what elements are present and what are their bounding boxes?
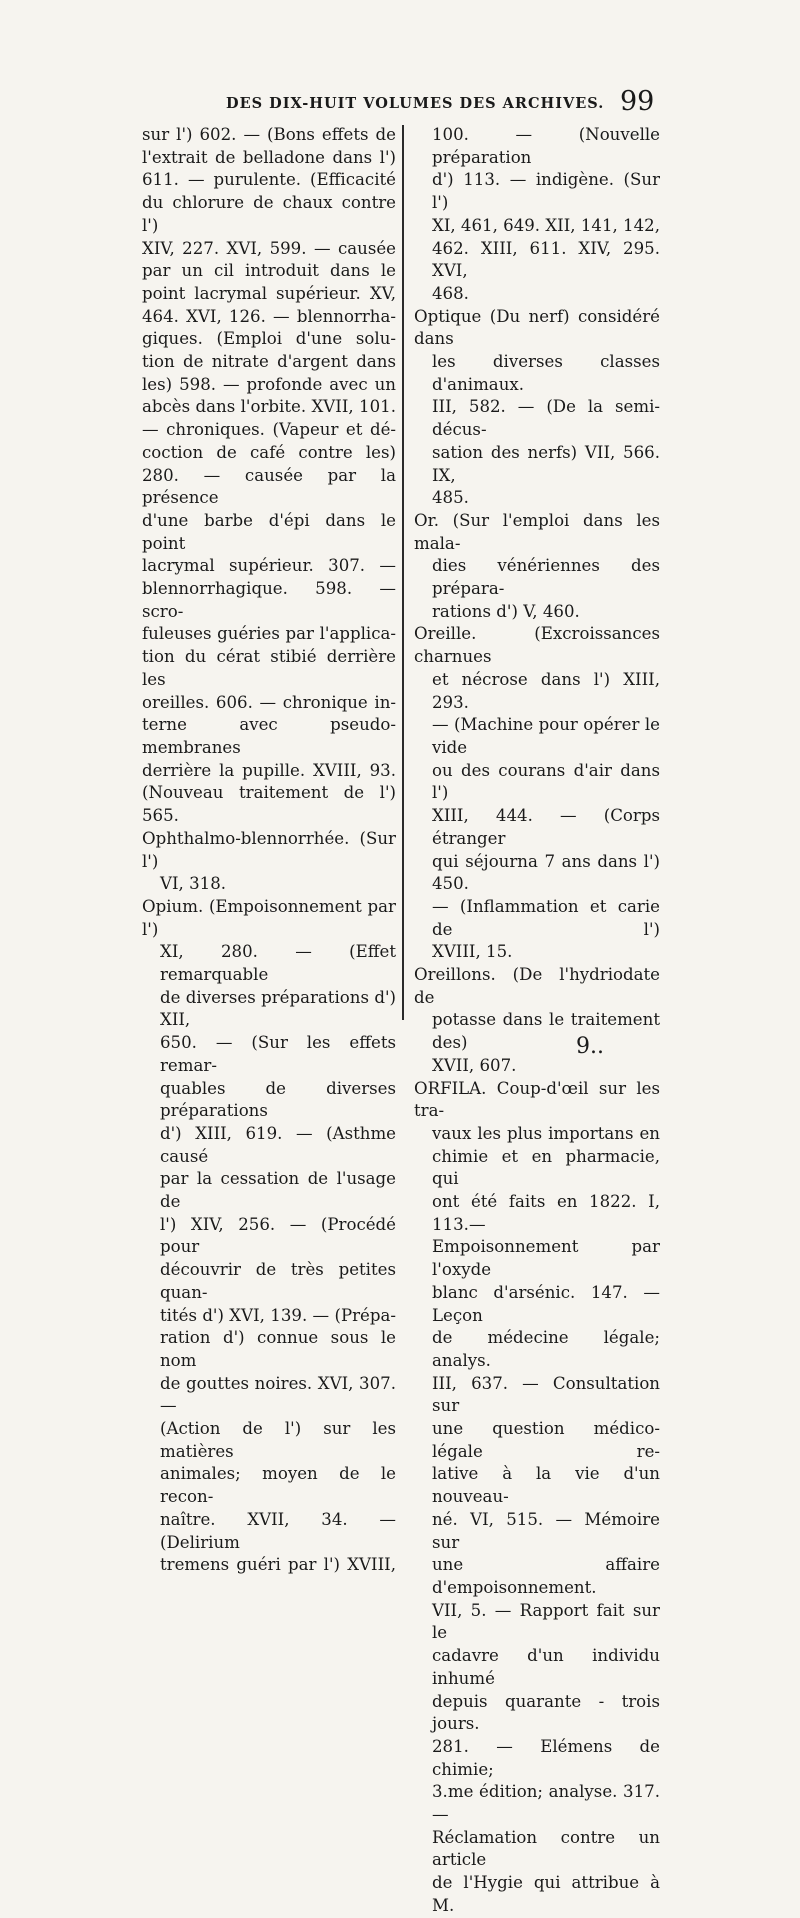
index-line: III, 637. — Consultation sur <box>432 1373 660 1416</box>
index-line: et nécrose dans l') XIII, 293. <box>432 669 660 712</box>
index-line: Optique (Du nerf) considéré dans <box>414 306 660 349</box>
index-line: ont été faits en 1822. I, 113.— <box>432 1192 660 1234</box>
index-line: — (Machine pour opérer le vide <box>432 715 660 757</box>
index-line: ORFILA. Coup-d'œil sur les tra- <box>414 1078 660 1121</box>
index-line: une question médico-légale re- <box>432 1419 660 1461</box>
index-line: Réclamation contre un article <box>432 1827 660 1870</box>
index-line: rations d') V, 460. <box>432 601 580 621</box>
index-line: depuis quarante - trois jours. <box>432 1691 660 1734</box>
index-line: XVII, 607. <box>432 1055 517 1075</box>
index-line: ou des courans d'air dans l') <box>432 760 660 803</box>
index-line: qui séjourna 7 ans dans l') 450. <box>432 851 660 894</box>
index-line: l') XIV, 256. — (Procédé pour <box>160 1214 396 1257</box>
index-line: XI, 280. — (Effet remarquable <box>160 942 396 985</box>
index-line: 485. <box>432 488 469 508</box>
index-line: Empoisonnement par l'oxyde <box>432 1237 660 1280</box>
index-line: 565. <box>142 806 179 826</box>
index-line: tion du cérat stibié derrière les <box>142 647 396 689</box>
index-line: lacrymal supérieur. 307. — <box>142 556 396 576</box>
index-line: dies vénériennes des prépara- <box>432 556 660 599</box>
index-line: 3.me édition; analyse. 317. — <box>432 1782 660 1825</box>
index-line: par un cil introduit dans le <box>142 261 396 281</box>
index-line: XIII, 444. — (Corps étranger <box>432 806 660 848</box>
index-line: blennorrhagique. 598. — scro- <box>142 579 396 621</box>
index-line: cadavre d'un individu inhumé <box>432 1646 660 1688</box>
index-column-right <box>414 124 660 1918</box>
signature-mark: 9.. <box>576 1034 604 1059</box>
index-line: XVIII, 15. <box>432 942 513 962</box>
index-line: terne avec pseudo-membranes <box>142 715 396 757</box>
index-line: de médecine légale; analys. <box>432 1328 660 1370</box>
index-line: XIV, 227. XVI, 599. — causée <box>142 238 396 258</box>
index-line: point lacrymal supérieur. XV, <box>142 283 396 303</box>
index-line: 100. — (Nouvelle préparation <box>432 125 660 167</box>
index-line: blanc d'arsénic. 147. — Leçon <box>432 1282 660 1325</box>
index-line: l'extrait de belladone dans l') <box>142 147 396 167</box>
index-line: 281. — Elémens de chimie; <box>432 1736 660 1779</box>
index-line: oreilles. 606. — chronique in- <box>142 692 396 712</box>
index-line: d'une barbe d'épi dans le point <box>142 510 396 553</box>
index-line: du chlorure de chaux contre l') <box>142 193 396 235</box>
index-line: tités d') XVI, 139. — (Prépa- <box>160 1305 396 1325</box>
index-line: VI, 318. <box>160 874 227 894</box>
index-line: de gouttes noires. XVI, 307. — <box>160 1373 396 1416</box>
index-line: potasse dans le traitement des) <box>432 1010 660 1053</box>
index-line: (Action de l') sur les matières <box>160 1419 396 1461</box>
index-line: d') XIII, 619. — (Asthme causé <box>160 1123 396 1166</box>
index-line: XI, 461, 649. XII, 141, 142, <box>432 215 660 235</box>
index-line: Ophthalmo-blennorrhée. (Sur l') <box>142 828 396 871</box>
index-line: (Nouveau traitement de l') <box>142 783 396 803</box>
index-line: — (Inflammation et carie de l') <box>432 896 660 939</box>
index-line: Or. (Sur l'emploi dans les mala- <box>414 510 660 553</box>
index-line: tion de nitrate d'argent dans <box>142 352 396 372</box>
index-line: III, 582. — (De la semi-décus- <box>432 397 660 440</box>
index-line: vaux les plus importans en <box>432 1123 660 1143</box>
index-line: Oreillons. (De l'hydriodate de <box>414 965 660 1007</box>
index-line: découvrir de très petites quan- <box>160 1260 396 1302</box>
index-line: Opium. (Empoisonnement par l') <box>142 896 396 939</box>
index-line: né. VI, 515. — Mémoire sur <box>432 1509 660 1552</box>
index-line: 611. — purulente. (Efficacité <box>142 170 396 190</box>
index-line: sation des nerfs) VII, 566. IX, <box>432 442 660 485</box>
index-line: fuleuses guéries par l'applica- <box>142 624 396 644</box>
index-line: d') 113. — indigène. (Sur l') <box>432 170 660 213</box>
index-line: les diverses classes d'animaux. <box>432 352 660 394</box>
index-line: abcès dans l'orbite. XVII, 101. <box>142 397 396 417</box>
index-line: Oreille. (Excroissances charnues <box>414 624 660 667</box>
index-line: giques. (Emploi d'une solu- <box>142 329 396 349</box>
index-line: de diverses préparations d') XII, <box>160 987 396 1030</box>
index-line: quables de diverses préparations <box>160 1078 396 1121</box>
index-line: de l'Hygie qui attribue à M. <box>432 1873 660 1915</box>
index-line: par la cessation de l'usage de <box>160 1169 396 1212</box>
index-line: coction de café contre les) <box>142 442 396 462</box>
index-line: tremens guéri par l') XVIII, <box>160 1555 396 1575</box>
index-line: animales; moyen de le recon- <box>160 1464 396 1507</box>
index-line: lative à la vie d'un nouveau- <box>432 1464 660 1507</box>
column-divider <box>402 125 404 1020</box>
index-line: chimie et en pharmacie, qui <box>432 1146 660 1189</box>
index-line: 280. — causée par la présence <box>142 465 396 508</box>
index-line: une affaire d'empoisonnement. <box>432 1555 660 1597</box>
index-line: derrière la pupille. XVIII, 93. <box>142 760 396 780</box>
running-head: DES DIX-HUIT VOLUMES DES ARCHIVES. <box>226 95 605 112</box>
index-column-left <box>142 124 396 1577</box>
index-line: 462. XIII, 611. XIV, 295. XVI, <box>432 238 660 281</box>
index-line: 468. <box>432 283 469 303</box>
index-line: les) 598. — profonde avec un <box>142 374 396 394</box>
index-line: 464. XVI, 126. — blennorrha- <box>142 306 396 326</box>
index-line: sur l') 602. — (Bons effets de <box>142 125 396 144</box>
index-line: VII, 5. — Rapport fait sur le <box>432 1600 660 1643</box>
index-line: ration d') connue sous le nom <box>160 1328 396 1370</box>
index-line: 650. — (Sur les effets remar- <box>160 1033 396 1075</box>
page-number: 99 <box>620 86 655 117</box>
index-line: naître. XVII, 34. — (Delirium <box>160 1509 396 1552</box>
index-line: — chroniques. (Vapeur et dé- <box>142 420 396 440</box>
